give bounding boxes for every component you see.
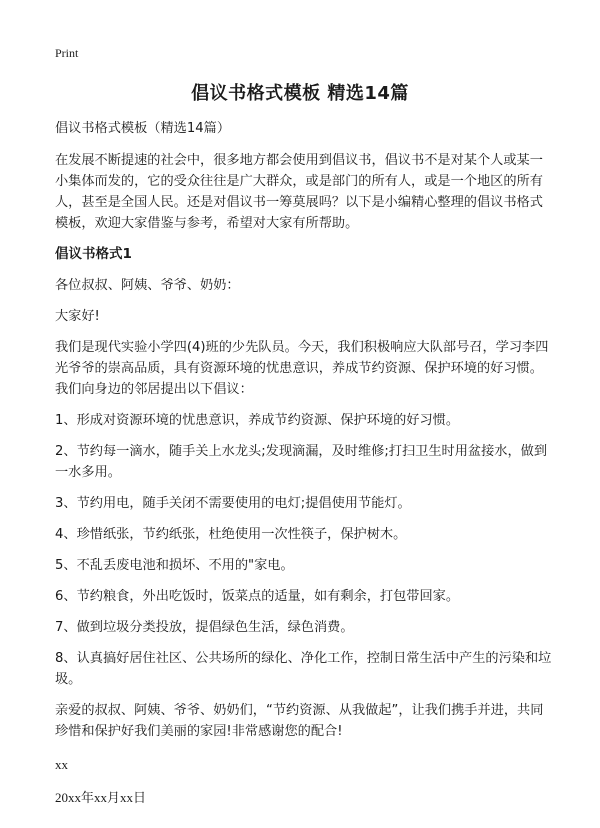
signature: xx <box>55 757 68 772</box>
salutation: 各位叔叔、阿姨、爷爷、奶奶： <box>55 278 240 293</box>
intro-paragraph: 在发展不断提速的社会中，很多地方都会使用到倡议书，倡议书不是对某个人或某一小集体而发的，它的受众往往是广大群众，或是部门的所有人，或是一个地区的所有人，甚至是全国人民。还是对倡议书一筹莫展吗？以下是小编精心整理的倡议书格式模板，欢迎大家借鉴与参考，希望对大家有所帮助。 <box>55 153 543 231</box>
greeting: 大家好! <box>55 309 100 324</box>
closing-paragraph: 亲爱的叔叔、阿姨、爷爷、奶奶们，“节约资源、从我做起”，让我们携手并进，共同珍惜和保护好我们美丽的家园!非常感谢您的配合! <box>55 703 544 739</box>
proposal-item: 3、节约用电，随手关闭不需要使用的电灯;提倡使用节能灯。 <box>55 496 411 511</box>
proposal-item: 6、节约粮食，外出吃饭时，饭菜点的适量，如有剩余，打包带回家。 <box>55 589 460 604</box>
proposal-item: 2、节约每一滴水，随手关上水龙头;发现滴漏，及时维修;打扫卫生时用盆接水，做到一水多用。 <box>55 444 548 480</box>
document-title: 倡议书格式模板 精选14篇 <box>191 83 409 104</box>
document-body <box>55 118 553 818</box>
proposal-item: 5、不乱丢废电池和损坏、不用的"家电。 <box>55 558 294 573</box>
document-subtitle: 倡议书格式模板（精选14篇） <box>55 121 231 136</box>
date-line: 20xx年xx月xx日 <box>55 790 147 805</box>
proposal-item: 8、认真搞好居住社区、公共场所的绿化、净化工作，控制日常生活中产生的污染和垃圾。 <box>55 651 552 687</box>
proposal-item: 1、形成对资源环境的忧患意识，养成节约资源、保护环境的好习惯。 <box>55 413 460 428</box>
proposal-item: 7、做到垃圾分类投放，提倡绿色生活，绿色消费。 <box>55 620 354 635</box>
body-intro-paragraph: 我们是现代实验小学四(4)班的少先队员。今天，我们积极响应大队部号召，学习李四光爷爷的崇高品质，具有资源环境的忧患意识，养成节约资源、保护环境的好习惯。我们向身边的邻居提出以下倡议： <box>55 340 549 397</box>
proposal-item: 4、珍惜纸张，节约纸张，杜绝使用一次性筷子，保护树木。 <box>55 527 407 542</box>
print-link[interactable]: Print <box>55 46 79 60</box>
section-heading: 倡议书格式1 <box>55 246 132 262</box>
